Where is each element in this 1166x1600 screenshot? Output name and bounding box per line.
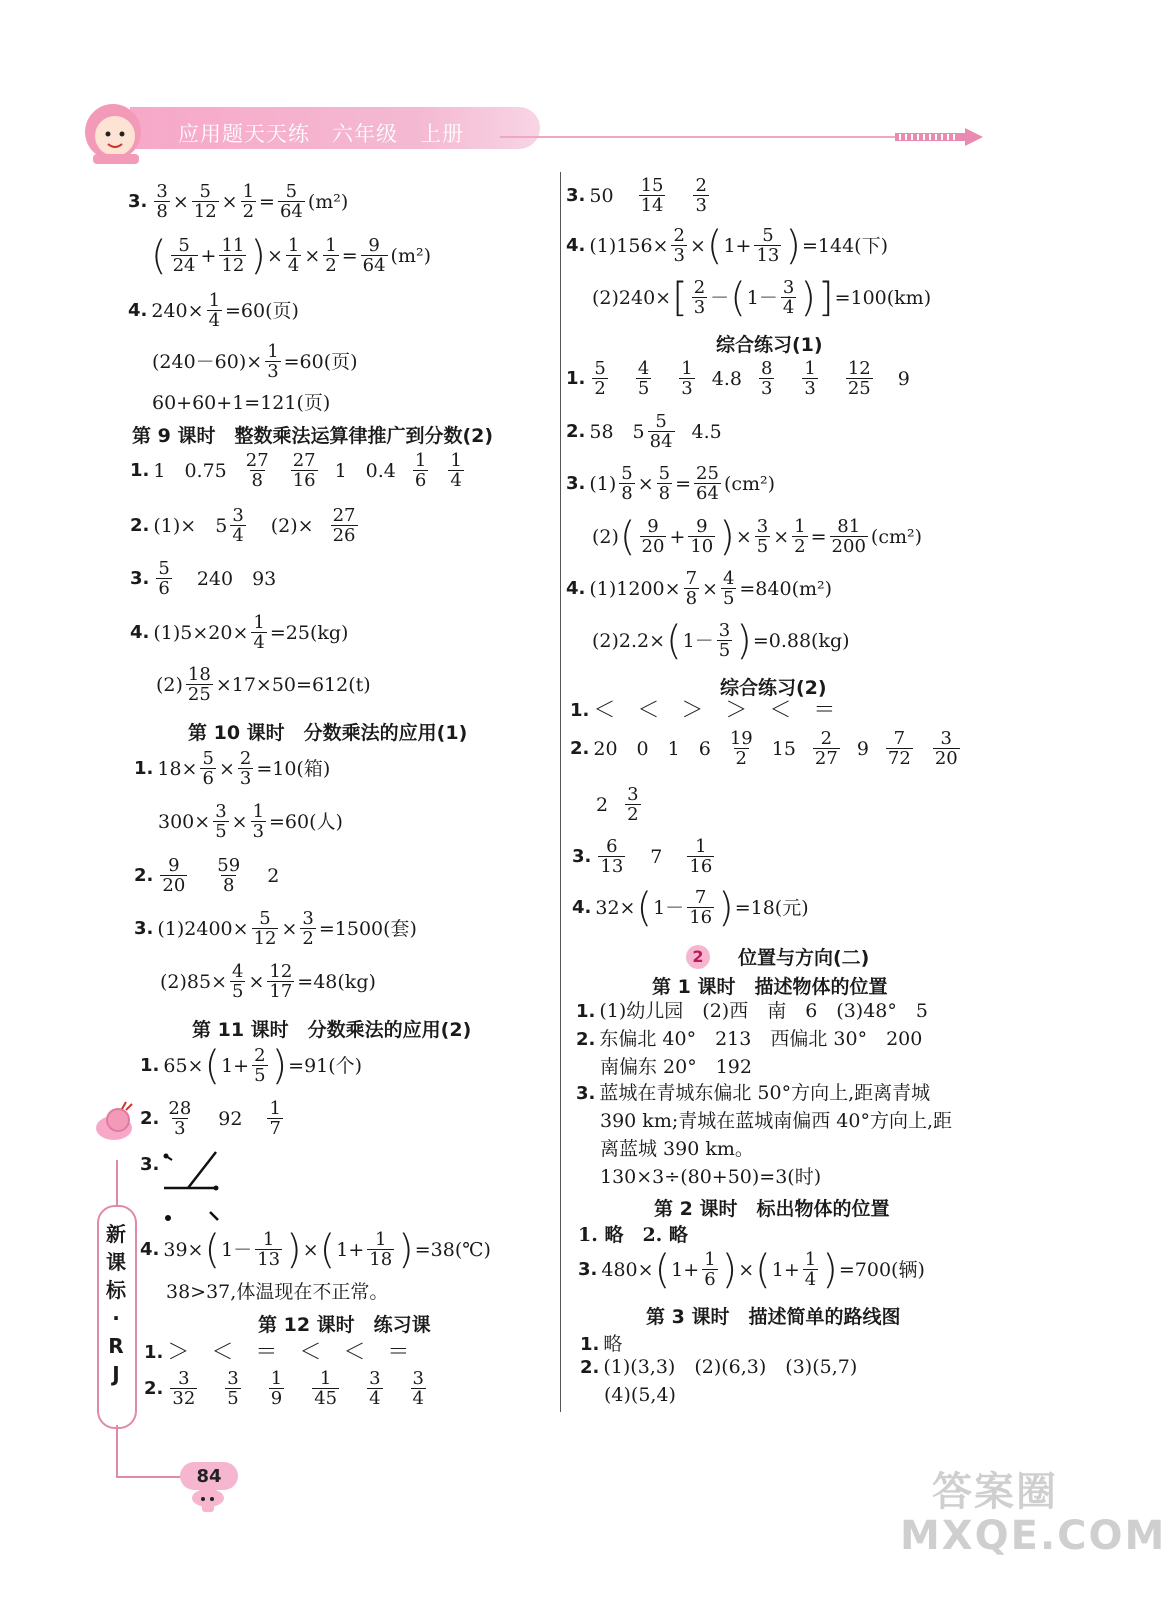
- review-1-answer-1: 1. $\frac{5}{2}$ $\frac{4}{5}$ $\frac{1}{3}$ 4.8 $\frac{8}{3}$ $\frac{1}{3}$ $\frac{12}{25}$ 9: [566, 358, 910, 399]
- review-1-heading: 综合练习(1): [716, 334, 823, 356]
- lesson-11-answer-2: 2. $\frac{28}{3}$ 92 $\frac{1}{7}$: [140, 1098, 281, 1139]
- lesson-9-answer-4a: 4. (1)5×20× $\frac{1}{4}$ =25(kg): [130, 612, 349, 653]
- position-1-answer-3b: 390 km;青城在蓝城南偏西 40°方向上,距: [600, 1110, 952, 1132]
- position-2-answer-3: 3. 480× ( 1+ $\frac{1}{6}$ ) × ( 1+ $\frac{1}{4}$ ) =700(辆): [578, 1247, 925, 1293]
- answer-3-line-b: ( $\frac{5}{24}$ + $\frac{11}{12}$ ) × $\frac{1}{4}$ × $\frac{1}{2}$ = $\frac{9}{64}$ (m²): [151, 233, 431, 279]
- right-answer-3: 3. 50 $\frac{15}{14}$ $\frac{2}{3}$: [566, 175, 707, 216]
- lesson-12-answer-1: 1. ＞ ＜ ＝ ＜ ＜ ＝: [144, 1340, 410, 1365]
- position-1-answer-3a: 3. 蓝城在青城东偏北 50°方向上,距离青城: [576, 1082, 931, 1104]
- lesson-11-answer-4: 4. 39× ( 1－ $\frac{1}{13}$ ) × ( 1+ $\frac{1}{18}$ ) =38(℃): [140, 1227, 491, 1273]
- position-lesson-2-heading: 第 2 课时 标出物体的位置: [654, 1198, 890, 1220]
- position-1-answer-3c: 离蓝城 390 km。: [600, 1138, 754, 1160]
- header-rule: [500, 136, 900, 138]
- answer-4-line-a: 4. 240× $\frac{1}{4}$ =60(页): [128, 290, 299, 331]
- review-2-answer-2b: 2 $\frac{3}{2}$: [596, 784, 639, 825]
- lesson-10-answer-1b: 300× $\frac{3}{5}$ × $\frac{1}{3}$ =60(人): [158, 801, 343, 842]
- page-number: 84: [180, 1462, 238, 1490]
- answer-3-line-a: 3. $\frac{3}{8}$ × $\frac{5}{12}$ × $\frac{1}{2}$ = $\frac{5}{64}$ (m²): [128, 181, 349, 222]
- mushroom-icon: [188, 1488, 228, 1514]
- review-2-heading: 综合练习(2): [720, 677, 827, 699]
- lesson-11-answer-1: 1. 65× ( 1+ $\frac{2}{5}$ ) =91(个): [140, 1043, 363, 1089]
- column-divider: [560, 172, 561, 1412]
- mascot-girl-icon: [75, 98, 155, 166]
- review-2-answer-1: 1. ＜ ＜ ＞ ＞ ＜ ＝: [570, 698, 836, 723]
- header-title: 应用题天天练 六年级 上册: [178, 122, 464, 146]
- lesson-9-answer-2: 2. (1)× 5 $\frac{3}{4}$ (2)× $\frac{27}{26}$: [130, 505, 356, 546]
- lesson-11-heading: 第 11 课时 分数乘法的应用(2): [192, 1019, 472, 1041]
- lesson-10-answer-2: 2. $\frac{9}{20}$ $\frac{59}{8}$ 2: [134, 855, 280, 896]
- lesson-9-answer-1: 1. 1 0.75 $\frac{27}{8}$ $\frac{27}{16}$ 1 0.4 $\frac{1}{6}$ $\frac{1}{4}$: [130, 450, 462, 491]
- review-1-answer-4b: (2)2.2× ( 1－ $\frac{3}{5}$ ) =0.88(kg): [592, 618, 850, 664]
- unit-number-badge: 2: [686, 945, 710, 969]
- side-label: 新 课 标 · R J: [106, 1222, 126, 1386]
- lesson-10-answer-3a: 3. (1)2400× $\frac{5}{12}$ × $\frac{3}{2}$ =1500(套): [134, 908, 417, 949]
- review-1-answer-4a: 4. (1)1200× $\frac{7}{8}$ × $\frac{4}{5}$ =840(m²): [566, 568, 833, 609]
- lesson-10-heading: 第 10 课时 分数乘法的应用(1): [188, 722, 468, 744]
- side-stem-bottom: [116, 1425, 118, 1478]
- position-3-answer-2a: 2. (1)(3,3) (2)(6,3) (3)(5,7): [580, 1356, 858, 1378]
- lesson-9-answer-4b: (2) $\frac{18}{25}$ ×17×50=612(t): [156, 664, 371, 705]
- review-1-answer-3b: (2) ( $\frac{9}{20}$ + $\frac{9}{10}$ ) × $\frac{3}{5}$ × $\frac{1}{2}$ = $\frac{81}{200}$ (cm²): [592, 514, 923, 560]
- position-2-answer-1-2: 1. 略 2. 略: [578, 1224, 688, 1246]
- watermark: 答案圈 MXQE.COM: [900, 1469, 1166, 1559]
- lesson-9-answer-3: 3. $\frac{5}{6}$ 240 93: [130, 558, 277, 599]
- lesson-12-answer-2: 2. $\frac{3}{32}$ $\frac{3}{5}$ $\frac{1}{9}$ $\frac{1}{45}$ $\frac{3}{4}$ $\frac{3}{4}$: [144, 1368, 424, 1409]
- right-answer-4b: (2)240× [ $\frac{2}{3}$ － ( 1－ $\frac{3}{4}$ ) ] =100(km): [592, 275, 932, 321]
- unit-2-heading: 2 位置与方向(二): [686, 943, 869, 970]
- lesson-12-heading: 第 12 课时 练习课: [258, 1314, 431, 1336]
- position-lesson-1-heading: 第 1 课时 描述物体的位置: [652, 976, 888, 998]
- position-1-answer-1: 1. (1)幼儿园 (2)西 南 6 (3)48° 5: [576, 1000, 928, 1022]
- lesson-10-answer-1a: 1. 18× $\frac{5}{6}$ × $\frac{2}{3}$ =10(箱): [134, 748, 331, 789]
- review-1-answer-2: 2. 58 5 $\frac{5}{84}$ 4.5: [566, 411, 722, 452]
- lesson-11-answer-3: 3.: [140, 1154, 160, 1175]
- lesson-10-answer-3b: (2)85× $\frac{4}{5}$ × $\frac{12}{17}$ =48(kg): [160, 961, 376, 1002]
- header-arrow-icon: [895, 128, 985, 146]
- position-1-answer-3d: 130×3÷(80+50)=3(时): [600, 1166, 822, 1188]
- side-stem-top: [116, 1160, 118, 1205]
- review-1-answer-3a: 3. (1) $\frac{5}{8}$ × $\frac{5}{8}$ = $\frac{25}{64}$ (cm²): [566, 463, 776, 504]
- position-3-answer-2b: (4)(5,4): [604, 1384, 676, 1406]
- position-1-answer-2a: 2. 东偏北 40° 213 西偏北 30° 200: [576, 1028, 923, 1050]
- review-2-answer-4: 4. 32× ( 1－ $\frac{7}{16}$ ) =18(元): [572, 885, 809, 931]
- position-3-answer-1: 1. 略: [580, 1333, 623, 1355]
- angle-diagram: [160, 1148, 230, 1228]
- right-answer-4a: 4. (1)156× $\frac{2}{3}$ × ( 1+ $\frac{5}{13}$ ) =144(下): [566, 223, 889, 269]
- position-lesson-3-heading: 第 3 课时 描述简单的路线图: [646, 1306, 901, 1328]
- page-number-rule: [116, 1476, 186, 1478]
- position-1-answer-2b: 南偏东 20° 192: [600, 1056, 752, 1078]
- answer-4-line-b: (240－60)× $\frac{1}{3}$ =60(页): [152, 341, 358, 382]
- review-2-answer-2a: 2. 20 0 1 6 $\frac{19}{2}$ 15 $\frac{2}{27}$ 9 $\frac{7}{72}$ $\frac{3}{20}$: [570, 728, 958, 769]
- review-2-answer-3: 3. $\frac{6}{13}$ 7 $\frac{1}{16}$: [572, 836, 713, 877]
- snail-icon: [92, 1100, 138, 1144]
- answer-4-line-c: 60+60+1=121(页): [152, 392, 331, 414]
- lesson-9-heading: 第 9 课时 整数乘法运算律推广到分数(2): [132, 425, 494, 447]
- lesson-11-answer-4-conclusion: 38>37,体温现在不正常。: [166, 1281, 389, 1303]
